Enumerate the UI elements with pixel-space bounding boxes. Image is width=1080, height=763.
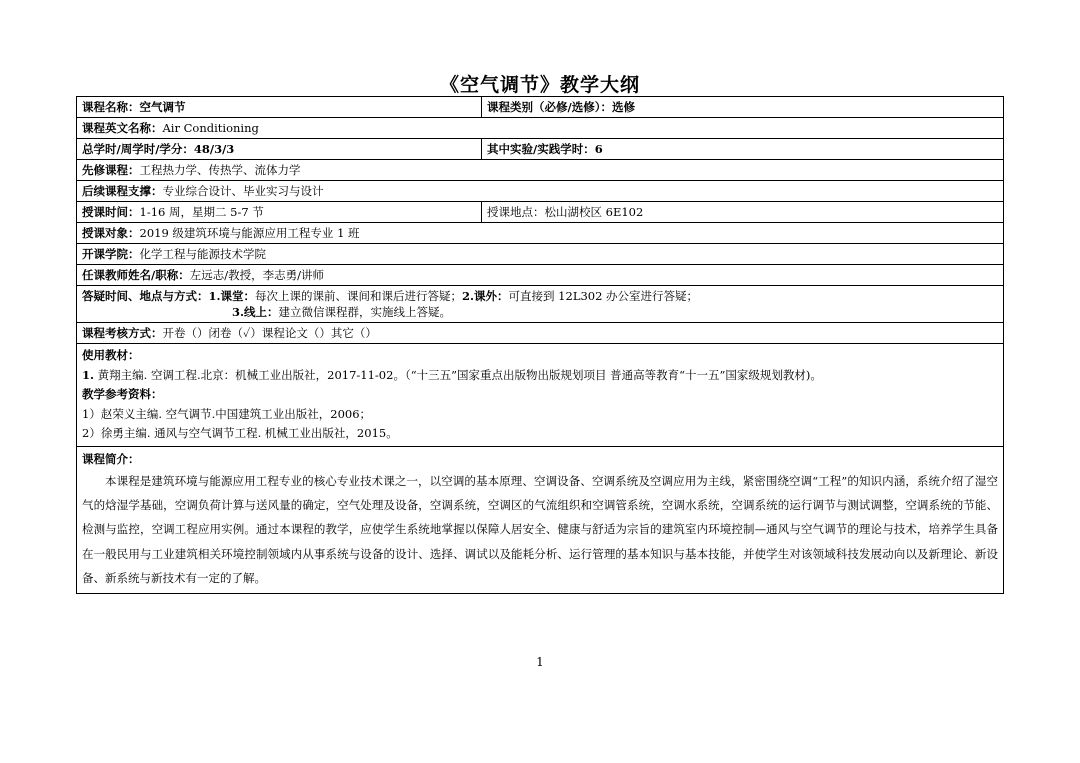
teachers-label: 任课教师姓名/职称： bbox=[82, 268, 190, 282]
table-row bbox=[77, 181, 1004, 202]
lab-hours-cell bbox=[482, 139, 1004, 160]
time-label: 授课时间： bbox=[82, 205, 140, 219]
syllabus-table bbox=[76, 96, 1004, 594]
qa-p3-label: 3.线上： bbox=[232, 305, 279, 319]
prereq-label: 先修课程： bbox=[82, 163, 140, 177]
table-row bbox=[77, 202, 1004, 223]
course-type-label: 课程类别（必修/选修）： bbox=[487, 100, 612, 114]
prereq-cell bbox=[77, 160, 1004, 181]
followup-cell bbox=[77, 181, 1004, 202]
qa-p2-text: 可直接到 12L302 办公室进行答疑； bbox=[508, 289, 699, 303]
table-row bbox=[77, 118, 1004, 139]
lab-hours-value: 6 bbox=[594, 142, 603, 156]
table-row bbox=[77, 244, 1004, 265]
audience-cell bbox=[77, 223, 1004, 244]
prereq-value: 工程热力学、传热学、流体力学 bbox=[139, 163, 301, 177]
qa-cell bbox=[77, 286, 1004, 323]
course-name-cell bbox=[77, 97, 482, 118]
course-type-cell bbox=[482, 97, 1004, 118]
table-row bbox=[77, 344, 1004, 447]
textbook-label: 使用教材： bbox=[82, 348, 140, 362]
intro-label: 课程简介： bbox=[82, 451, 140, 466]
table-row bbox=[77, 286, 1004, 323]
intro-text: 本课程是建筑环境与能源应用工程专业的核心专业技术课之一，以空调的基本原理、空调设备、空调系统及空调应用为主线，紧密围绕空调“工程”的知识内涵，系统介绍了湿空气的焓湿学基础，空调负荷计算与送风量的确定，空气处理及设备，空调系统，空调区的气流组织和空调管系统，空调水系统，空调系统的运行调节与测试调整，空调系统的节能、检测与监控，空调工程应用实例。通过本课程的教学，应使学生系统地掌握以保障人居安全、健康与舒适为宗旨的建筑室内环境控制—通风与空气调节的理论与技术，培养学生具备在一般民用与工业建筑相关环境控制领域内从事系统与设备的设计、选择、调试以及能耗分析、运行管理的基本知识与基本技能，并使学生对该领域科技发展动向以及新理论、新设备、新系统与新技术有一定的了解。 bbox=[82, 473, 998, 586]
reference-label: 教学参考资料： bbox=[82, 387, 163, 401]
time-value: 1-16 周，星期二 5-7 节 bbox=[139, 205, 264, 219]
english-name-label: 课程英文名称： bbox=[82, 121, 163, 135]
qa-p2-label: 2.课外： bbox=[462, 289, 509, 303]
page-number: 1 bbox=[536, 655, 544, 669]
followup-value: 专业综合设计、毕业实习与设计 bbox=[162, 184, 324, 198]
qa-p3-text: 建立微信课程群，实施线上答疑。 bbox=[278, 305, 452, 319]
reference-item-2: 2）徐勇主编. 通风与空气调节工程. 机械工业出版社，2015。 bbox=[82, 426, 398, 440]
qa-p1-label: 1.课堂： bbox=[208, 289, 256, 303]
time-cell bbox=[77, 202, 482, 223]
audience-label: 授课对象： bbox=[82, 226, 140, 240]
textbook-item bbox=[82, 366, 998, 386]
exam-value: 开卷（）闭卷（✓）课程论文（）其它（） bbox=[162, 326, 377, 340]
qa-line-1 bbox=[82, 288, 998, 304]
course-name-label: 课程名称： bbox=[82, 100, 140, 114]
college-value: 化学工程与能源技术学院 bbox=[139, 247, 266, 261]
table-row bbox=[77, 139, 1004, 160]
table-row bbox=[77, 97, 1004, 118]
teachers-value: 左远志/教授，李志勇/讲师 bbox=[189, 268, 324, 282]
english-name-cell bbox=[77, 118, 1004, 139]
hours-value: 48/3/3 bbox=[193, 142, 235, 156]
table-row bbox=[77, 446, 1004, 593]
qa-line-2 bbox=[82, 304, 998, 320]
place-cell bbox=[482, 202, 1004, 223]
exam-label: 课程考核方式： bbox=[82, 326, 163, 340]
textbook-item-text: 黄翔主编. 空调工程.北京：机械工业出版社，2017-11-02。（“十三五”国家重点出版物出版规划项目 普通高等教育“十一五”国家级规划教材)。 bbox=[94, 367, 822, 382]
textbook-item-num: 1. bbox=[82, 367, 95, 382]
course-type-value: 选修 bbox=[611, 100, 635, 114]
teachers-cell bbox=[77, 265, 1004, 286]
place-value: 松山湖校区 6E102 bbox=[544, 205, 644, 219]
qa-p1-text: 每次上课的课前、课间和课后进行答疑； bbox=[255, 289, 463, 303]
table-row bbox=[77, 323, 1004, 344]
college-label: 开课学院： bbox=[82, 247, 140, 261]
qa-label: 答疑时间、地点与方式： bbox=[82, 289, 209, 303]
followup-label: 后续课程支撑： bbox=[82, 184, 163, 198]
hours-cell bbox=[77, 139, 482, 160]
course-name-value: 空气调节 bbox=[139, 100, 186, 114]
textbook-cell bbox=[77, 344, 1004, 447]
reference-item-1: 1）赵荣义主编. 空气调节.中国建筑工业出版社，2006； bbox=[82, 406, 372, 421]
lab-hours-label: 其中实验/实践学时： bbox=[487, 142, 595, 156]
exam-cell bbox=[77, 323, 1004, 344]
intro-cell bbox=[77, 446, 1004, 593]
audience-value: 2019 级建筑环境与能源应用工程专业 1 班 bbox=[139, 226, 360, 240]
page-title: 《空气调节》教学大纲 bbox=[439, 74, 640, 96]
table-row bbox=[77, 160, 1004, 181]
table-row bbox=[77, 223, 1004, 244]
hours-label: 总学时/周学时/学分： bbox=[82, 142, 194, 156]
college-cell bbox=[77, 244, 1004, 265]
place-label: 授课地点： bbox=[487, 205, 545, 219]
english-name-value: Air Conditioning bbox=[162, 121, 259, 135]
table-row bbox=[77, 265, 1004, 286]
